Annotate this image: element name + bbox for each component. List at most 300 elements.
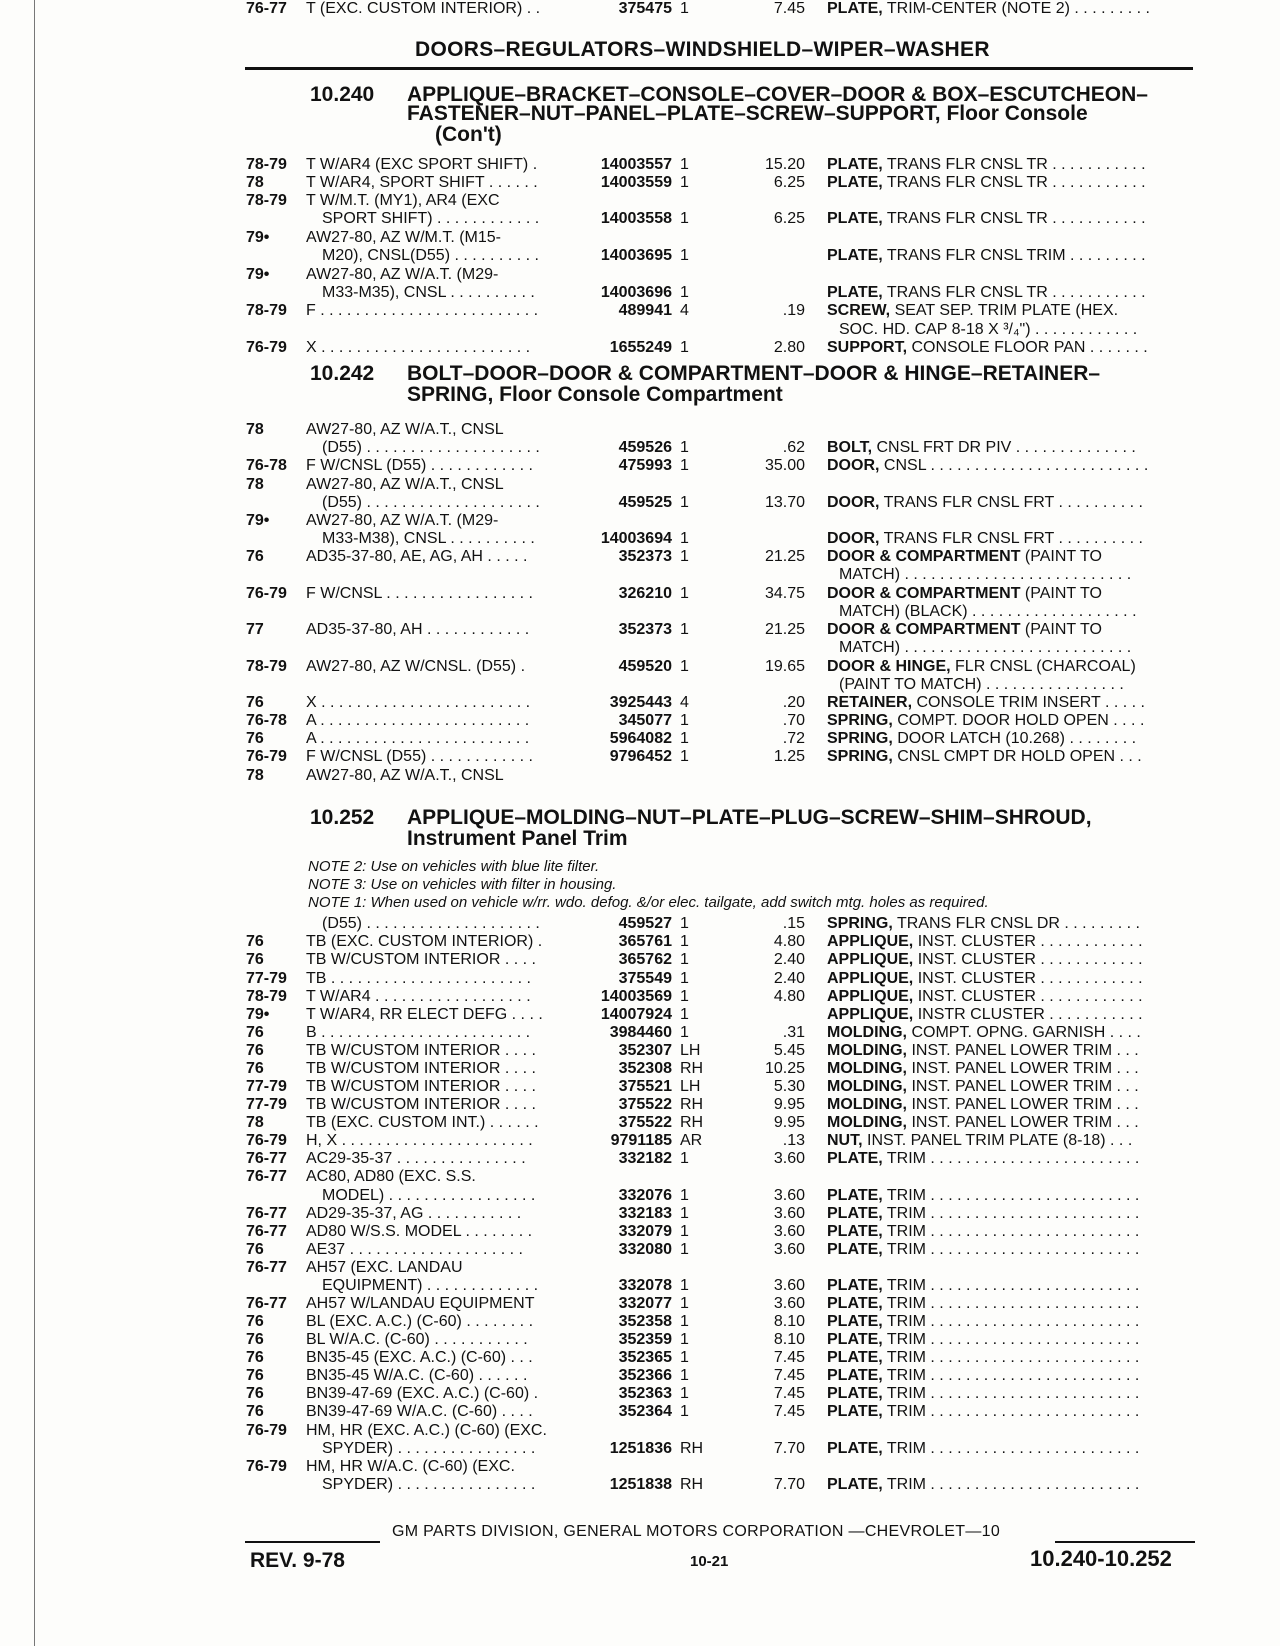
quantity: 1 (680, 621, 689, 638)
part-name: DOOR, (827, 530, 880, 547)
application-cont: (D55) . . . . . . . . . . . . . . . . . . . . (322, 494, 540, 511)
table-row (0, 156, 1280, 174)
part-name: PLATE, (827, 1187, 883, 1204)
section-title-line: APPLIQUE–BRACKET–CONSOLE–COVER–DOOR & BOX–ESCUTCHEON– (407, 83, 1148, 106)
year-range: 76-79 (246, 339, 287, 356)
revision-label: REV. 9-78 (250, 1549, 345, 1572)
year-range: 76 (246, 1313, 264, 1330)
year-range: 78 (246, 476, 264, 493)
table-row (0, 210, 1280, 228)
part-name: MOLDING, (827, 1114, 907, 1131)
part-name: APPLIQUE, (827, 951, 914, 968)
part-number: 332182 (618, 1150, 672, 1167)
part-number: 489941 (618, 302, 672, 319)
description-text: INST. CLUSTER . . . . . . . . . . . . (917, 970, 1143, 987)
description (827, 439, 1189, 457)
part-name: PLATE, (827, 284, 883, 301)
part-name: DOOR & COMPARTMENT (827, 548, 1021, 565)
application: AH57 W/LANDAU EQUIPMENT (306, 1295, 535, 1312)
header-rule (245, 67, 1193, 70)
application: AC80, AD80 (EXC. S.S. (306, 1168, 476, 1185)
table-row (0, 174, 1280, 192)
application: AD35-37-80, AH . . . . . . . . . . . . (306, 621, 530, 638)
application-cont: M33-M35), CNSL . . . . . . . . . . (322, 284, 535, 301)
description-text: TRANS FLR CNSL TR . . . . . . . . . . . (886, 210, 1146, 227)
part-number: 352363 (618, 1385, 672, 1402)
application: AD35-37-80, AE, AG, AH . . . . . (306, 548, 528, 565)
table-row (0, 566, 1280, 584)
application: AC29-35-37 . . . . . . . . . . . . . . . (306, 1150, 526, 1167)
description-text: TRANS FLR CNSL TR . . . . . . . . . . . (886, 174, 1146, 191)
description (827, 1313, 1189, 1331)
description (827, 585, 1189, 603)
description-text: TRANS FLR CNSL DR . . . . . . . . . (896, 915, 1140, 932)
part-name: SUPPORT, (827, 339, 908, 356)
part-name: PLATE, (827, 1277, 883, 1294)
part-number: 352307 (618, 1042, 672, 1059)
note-line: NOTE 3: Use on vehicles with filter in housing. (308, 876, 617, 893)
quantity: 1 (680, 658, 689, 675)
description-text: TRANS FLR CNSL TRIM . . . . . . . . . (886, 247, 1146, 264)
quantity: 1 (680, 0, 689, 17)
table-row (0, 748, 1280, 766)
application-cont: SPYDER) . . . . . . . . . . . . . . . . (322, 1440, 536, 1457)
part-name: BOLT, (827, 439, 873, 456)
table-row (0, 988, 1280, 1006)
table-row (0, 1277, 1280, 1295)
table-row (0, 639, 1280, 657)
application: F . . . . . . . . . . . . . . . . . . . . . . . . . (306, 302, 539, 319)
quantity: 4 (680, 302, 689, 319)
year-range: 76 (246, 730, 264, 747)
part-number: 352365 (618, 1349, 672, 1366)
quantity: 1 (680, 585, 689, 602)
application: X . . . . . . . . . . . . . . . . . . . . . . . . (306, 694, 531, 711)
part-number: 14003557 (600, 156, 672, 173)
price: .31 (782, 1024, 805, 1041)
price: 2.80 (773, 339, 805, 356)
price: 6.25 (773, 210, 805, 227)
table-row (0, 1241, 1280, 1259)
year-range: 77-79 (246, 1078, 287, 1095)
part-number: 352373 (618, 621, 672, 638)
description (827, 1349, 1189, 1367)
part-name: PLATE, (827, 1440, 883, 1457)
application: BL W/A.C. (C-60) . . . . . . . . . . . (306, 1331, 528, 1348)
part-number: 9791185 (610, 1132, 672, 1149)
price: 9.95 (773, 1096, 805, 1113)
table-row (0, 247, 1280, 265)
table-row (0, 494, 1280, 512)
year-range: 76 (246, 1367, 264, 1384)
description (827, 712, 1189, 730)
description-text: COMPT. DOOR HOLD OPEN . . . . (897, 712, 1145, 729)
application-cont: MODEL) . . . . . . . . . . . . . . . . . (322, 1187, 536, 1204)
quantity: 1 (680, 494, 689, 511)
quantity: 1 (680, 730, 689, 747)
price: .70 (782, 712, 805, 729)
part-name: SPRING, (827, 915, 893, 932)
part-name: SPRING, (827, 730, 893, 747)
part-number: 14003695 (600, 247, 672, 264)
application: F W/CNSL (D55) . . . . . . . . . . . . (306, 748, 533, 765)
part-number: 365762 (618, 951, 672, 968)
application: BN35-45 W/A.C. (C-60) . . . . . . (306, 1367, 528, 1384)
year-range: 77-79 (246, 1096, 287, 1113)
application: T W/M.T. (MY1), AR4 (EXC (306, 192, 500, 209)
price: 5.45 (773, 1042, 805, 1059)
application: AW27-80, AZ W/CNSL. (D55) . (306, 658, 526, 675)
year-range: 76-77 (246, 1150, 287, 1167)
year-range: 76 (246, 1385, 264, 1402)
year-range: 76-77 (246, 1295, 287, 1312)
table-row (0, 192, 1280, 210)
part-number: 14003559 (600, 174, 672, 191)
table-row (0, 730, 1280, 748)
year-range: 79• (246, 229, 270, 246)
quantity: RH (680, 1440, 704, 1457)
description-text: TRIM . . . . . . . . . . . . . . . . . . . . . . . . (886, 1241, 1140, 1258)
application: TB W/CUSTOM INTERIOR . . . . (306, 1060, 536, 1077)
application: AW27-80, AZ W/A.T., CNSL (306, 421, 504, 438)
application: AD80 W/S.S. MODEL . . . . . . . . (306, 1223, 533, 1240)
description-text: INST. PANEL LOWER TRIM . . . (911, 1096, 1139, 1113)
application: A . . . . . . . . . . . . . . . . . . . . . . . . (306, 730, 530, 747)
part-number: 459526 (618, 439, 672, 456)
year-range: 76 (246, 1403, 264, 1420)
table-row (0, 266, 1280, 284)
part-name: DOOR, (827, 494, 880, 511)
application: AW27-80, AZ W/A.T., CNSL (306, 767, 504, 784)
year-range: 76-79 (246, 748, 287, 765)
description (827, 1060, 1189, 1078)
description-text: INST. CLUSTER . . . . . . . . . . . . (917, 933, 1143, 950)
table-row (0, 1042, 1280, 1060)
description (827, 1114, 1189, 1132)
footer-publisher: GM PARTS DIVISION, GENERAL MOTORS CORPORATION —CHEVROLET—10 (392, 1523, 1001, 1540)
part-name: MOLDING, (827, 1060, 907, 1077)
application: AD29-35-37, AG . . . . . . . . . . . (306, 1205, 522, 1222)
price: 10.25 (764, 1060, 805, 1077)
application: AW27-80, AZ W/M.T. (M15- (306, 229, 501, 246)
description-text: TRANS FLR CNSL TR . . . . . . . . . . . (886, 284, 1146, 301)
price: 3.60 (773, 1187, 805, 1204)
description (827, 530, 1189, 548)
application: TB . . . . . . . . . . . . . . . . . . . . . . . (306, 970, 531, 987)
price: .72 (782, 730, 805, 747)
application: HM, HR W/A.C. (C-60) (EXC. (306, 1458, 515, 1475)
part-name: DOOR & COMPARTMENT (827, 585, 1021, 602)
application: H, X . . . . . . . . . . . . . . . . . . . . . . (306, 1132, 533, 1149)
part-name: PLATE, (827, 1313, 883, 1330)
application: AW27-80, AZ W/A.T., CNSL (306, 476, 504, 493)
description-text: (PAINT TO (1024, 548, 1102, 565)
quantity: LH (680, 1042, 701, 1059)
quantity: 1 (680, 530, 689, 547)
price: 7.45 (773, 1367, 805, 1384)
price: 3.60 (773, 1205, 805, 1222)
table-row (0, 621, 1280, 639)
description-text: CNSL . . . . . . . . . . . . . . . . . . . . . . . . . (883, 457, 1149, 474)
application: BN35-45 (EXC. A.C.) (C-60) . . . (306, 1349, 533, 1366)
year-range: 78-79 (246, 156, 287, 173)
year-range: 77-79 (246, 970, 287, 987)
description (827, 156, 1189, 174)
quantity: 1 (680, 933, 689, 950)
description-text: CNSL CMPT DR HOLD OPEN . . . (897, 748, 1142, 765)
description-text: INST. PANEL TRIM PLATE (8-18) . . . (867, 1132, 1133, 1149)
price: 1.25 (773, 748, 805, 765)
table-row (0, 1313, 1280, 1331)
description (827, 1331, 1189, 1349)
year-range: 76-79 (246, 1132, 287, 1149)
table-row (0, 1295, 1280, 1313)
quantity: 1 (680, 1331, 689, 1348)
quantity: 1 (680, 970, 689, 987)
part-number: 352359 (618, 1331, 672, 1348)
year-range: 78 (246, 174, 264, 191)
price: 34.75 (764, 585, 805, 602)
application: BL (EXC. A.C.) (C-60) . . . . . . . . (306, 1313, 534, 1330)
table-row (0, 1006, 1280, 1024)
quantity: 1 (680, 1313, 689, 1330)
description (827, 1205, 1189, 1223)
description (827, 284, 1189, 302)
application: TB W/CUSTOM INTERIOR . . . . (306, 1042, 536, 1059)
part-number: 332077 (618, 1295, 672, 1312)
section-number: 10.252 (310, 806, 375, 829)
table-row (0, 658, 1280, 676)
description (827, 951, 1189, 969)
price: 7.45 (773, 1385, 805, 1402)
description (827, 1476, 1189, 1494)
part-number: 326210 (618, 585, 672, 602)
price: 21.25 (764, 548, 805, 565)
table-row (0, 1367, 1280, 1385)
table-row (0, 421, 1280, 439)
part-number: 375521 (618, 1078, 672, 1095)
part-number: 1655249 (609, 339, 672, 356)
quantity: RH (680, 1476, 704, 1493)
description (827, 494, 1189, 512)
year-range: 76 (246, 548, 264, 565)
part-number: 352373 (618, 548, 672, 565)
application: BN39-47-69 W/A.C. (C-60) . . . . (306, 1403, 533, 1420)
year-range: 79• (246, 512, 270, 529)
part-number: 375549 (618, 970, 672, 987)
part-number: 459527 (618, 915, 672, 932)
application: T (EXC. CUSTOM INTERIOR) . . (306, 0, 541, 17)
quantity: 1 (680, 339, 689, 356)
quantity: LH (680, 1078, 701, 1095)
description-text: FLR CNSL (CHARCOAL) (955, 658, 1136, 675)
section-number: 10.242 (310, 362, 375, 385)
description-text: INST. PANEL LOWER TRIM . . . (911, 1114, 1139, 1131)
table-row (0, 302, 1280, 320)
quantity: 1 (680, 1205, 689, 1222)
part-number: 3925443 (609, 694, 672, 711)
table-row (0, 915, 1280, 933)
description (827, 1096, 1189, 1114)
year-range: 76 (246, 694, 264, 711)
table-row (0, 712, 1280, 730)
price: 3.60 (773, 1295, 805, 1312)
description (827, 1295, 1189, 1313)
section-title-line: BOLT–DOOR–DOOR & COMPARTMENT–DOOR & HINGE–RETAINER– (407, 362, 1101, 385)
price: .15 (782, 915, 805, 932)
description-text: CNSL FRT DR PIV . . . . . . . . . . . . . . (876, 439, 1136, 456)
application: TB W/CUSTOM INTERIOR . . . . (306, 1078, 536, 1095)
part-number: 459520 (618, 658, 672, 675)
price: 9.95 (773, 1114, 805, 1131)
part-number: 365761 (618, 933, 672, 950)
description-text: TRIM . . . . . . . . . . . . . . . . . . . . . . . . (886, 1150, 1140, 1167)
part-number: 14007924 (600, 1006, 672, 1023)
description-text: DOOR LATCH (10.268) . . . . . . . . (897, 730, 1137, 747)
description (827, 1223, 1189, 1241)
year-range: 78 (246, 767, 264, 784)
part-name: PLATE, (827, 1476, 883, 1493)
application: AE37 . . . . . . . . . . . . . . . . . . . . (306, 1241, 523, 1258)
description (827, 1367, 1189, 1385)
part-number: 1251836 (609, 1440, 672, 1457)
application: TB (EXC. CUSTOM INT.) . . . . . . (306, 1114, 539, 1131)
description-text: (PAINT TO (1024, 621, 1102, 638)
description (827, 1132, 1189, 1150)
table-row (0, 1114, 1280, 1132)
quantity: 1 (680, 915, 689, 932)
quantity: 1 (680, 1223, 689, 1240)
table-row (0, 1440, 1280, 1458)
description (827, 457, 1189, 475)
section-range: 10.240-10.252 (1030, 1546, 1172, 1571)
price: 4.80 (773, 933, 805, 950)
table-row (0, 1096, 1280, 1114)
description-text: INST. CLUSTER . . . . . . . . . . . . (917, 988, 1143, 1005)
part-number: 352366 (618, 1367, 672, 1384)
table-row (0, 284, 1280, 302)
table-row (0, 1187, 1280, 1205)
price: 3.60 (773, 1277, 805, 1294)
quantity: 1 (680, 748, 689, 765)
description (827, 302, 1189, 320)
price: 19.65 (764, 658, 805, 675)
table-row (0, 321, 1280, 339)
year-range: 76 (246, 951, 264, 968)
quantity: 1 (680, 1349, 689, 1366)
description (827, 1187, 1189, 1205)
part-name: MOLDING, (827, 1042, 907, 1059)
table-row (0, 339, 1280, 357)
year-range: 76 (246, 1241, 264, 1258)
price: .20 (782, 694, 805, 711)
quantity: 1 (680, 284, 689, 301)
price: .19 (782, 302, 805, 319)
price: 2.40 (773, 970, 805, 987)
description-text: TRIM . . . . . . . . . . . . . . . . . . . . . . . . (886, 1403, 1140, 1420)
quantity: RH (680, 1114, 704, 1131)
table-row (0, 0, 1280, 18)
quantity: AR (680, 1132, 703, 1149)
part-name: MOLDING, (827, 1096, 907, 1113)
table-row (0, 767, 1280, 785)
description (827, 1403, 1189, 1421)
quantity: 1 (680, 1241, 689, 1258)
year-range: 76 (246, 1331, 264, 1348)
quantity: 1 (680, 1024, 689, 1041)
price: 15.20 (764, 156, 805, 173)
application-cont: M33-M38), CNSL . . . . . . . . . . (322, 530, 535, 547)
note-line: NOTE 1: When used on vehicle w/rr. wdo. defog. &/or elec. tailgate, add switch mtg. holes as required. (308, 894, 989, 911)
price: 7.45 (773, 0, 805, 17)
part-number: 345077 (618, 712, 672, 729)
application: X . . . . . . . . . . . . . . . . . . . . . . . . (306, 339, 531, 356)
year-range: 78 (246, 421, 264, 438)
table-row (0, 603, 1280, 621)
description (827, 1078, 1189, 1096)
quantity: 1 (680, 1277, 689, 1294)
year-range: 78-79 (246, 658, 287, 675)
description (827, 339, 1189, 357)
application: B . . . . . . . . . . . . . . . . . . . . . . . . (306, 1024, 531, 1041)
part-name: NUT, (827, 1132, 863, 1149)
section-number: 10.240 (310, 83, 375, 106)
description-text: TRIM . . . . . . . . . . . . . . . . . . . . . . . . (886, 1187, 1140, 1204)
part-name: PLATE, (827, 1349, 883, 1366)
part-number: 459525 (618, 494, 672, 511)
description (827, 970, 1189, 988)
year-range: 76-79 (246, 1422, 287, 1439)
part-name: PLATE, (827, 1295, 883, 1312)
table-row (0, 1422, 1280, 1440)
year-range: 78-79 (246, 302, 287, 319)
part-name: APPLIQUE, (827, 988, 914, 1005)
price: 4.80 (773, 988, 805, 1005)
table-row (0, 548, 1280, 566)
table-row (0, 229, 1280, 247)
description-text: CONSOLE FLOOR PAN . . . . . . . (911, 339, 1148, 356)
part-name: APPLIQUE, (827, 933, 914, 950)
application: TB (EXC. CUSTOM INTERIOR) . (306, 933, 543, 950)
price: 3.60 (773, 1223, 805, 1240)
table-row (0, 457, 1280, 475)
year-range: 76-78 (246, 712, 287, 729)
application: AH57 (EXC. LANDAU (306, 1259, 463, 1276)
price: .62 (782, 439, 805, 456)
year-range: 78-79 (246, 988, 287, 1005)
price: 7.45 (773, 1403, 805, 1420)
description-text: TRIM . . . . . . . . . . . . . . . . . . . . . . . . (886, 1295, 1140, 1312)
description-cont: MATCH) . . . . . . . . . . . . . . . . . . . . . . . . . . (839, 639, 1132, 656)
price: 35.00 (764, 457, 805, 474)
part-number: 9796452 (609, 748, 672, 765)
table-row (0, 1168, 1280, 1186)
part-number: 3984460 (609, 1024, 672, 1041)
table-row (0, 1024, 1280, 1042)
description (827, 933, 1189, 951)
application: A . . . . . . . . . . . . . . . . . . . . . . . . (306, 712, 530, 729)
footer-rule (1055, 1541, 1195, 1543)
part-number: 352358 (618, 1313, 672, 1330)
description-text: COMPT. OPNG. GARNISH . . . . (911, 1024, 1141, 1041)
description-text: TRANS FLR CNSL FRT . . . . . . . . . . (883, 530, 1143, 547)
part-name: PLATE, (827, 247, 883, 264)
part-name: PLATE, (827, 210, 883, 227)
description-text: TRIM . . . . . . . . . . . . . . . . . . . . . . . . (886, 1476, 1140, 1493)
part-number: 352308 (618, 1060, 672, 1077)
part-name: PLATE, (827, 1150, 883, 1167)
part-number: 5964082 (609, 730, 672, 747)
